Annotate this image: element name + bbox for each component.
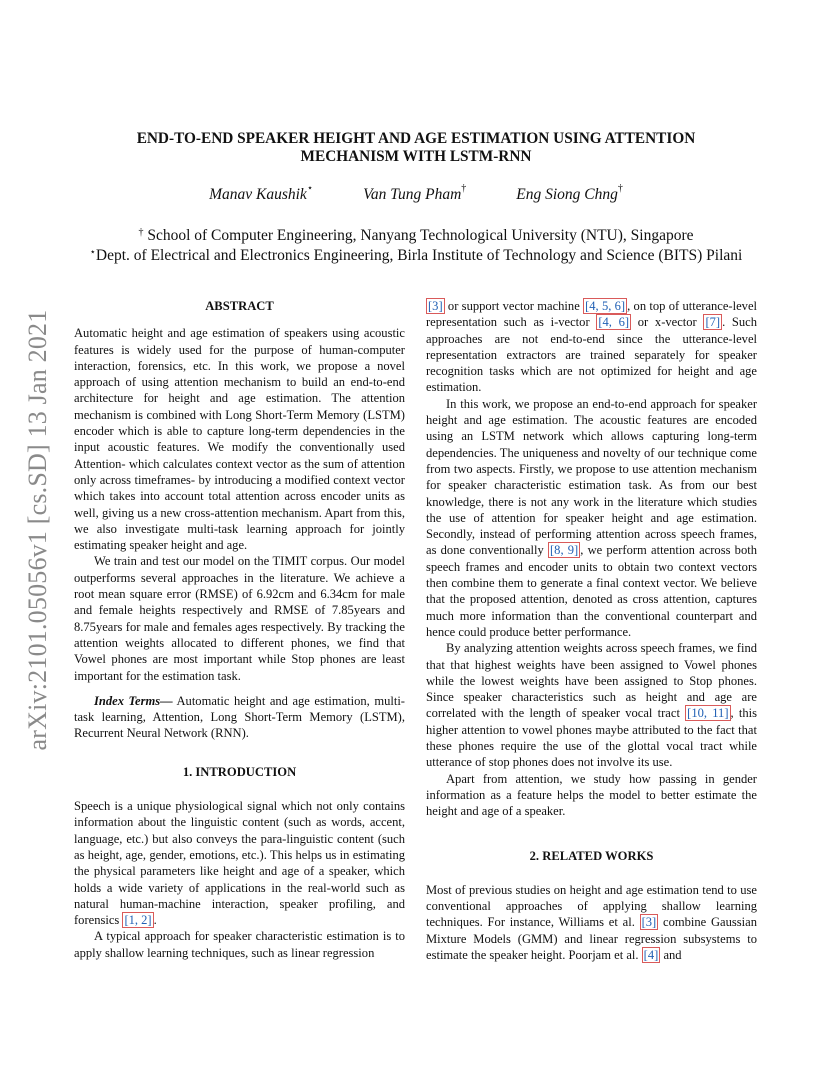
citation-link[interactable]: [3] — [428, 299, 443, 313]
citation-link[interactable]: [4, 5, 6] — [585, 299, 626, 313]
affiliations — [60, 226, 772, 266]
author: Van Tung Pham† — [363, 183, 467, 203]
arxiv-identifier: arXiv:2101.05056v1 [cs.SD] 13 Jan 2021 — [23, 309, 52, 751]
abstract-paragraph: We train and test our model on the TIMIT corpus. Our model outperforms several approaches in the literature. We achieve a root mean square error (RMSE) of 6.92cm and 6.34cm for male and female heights respectively and RMSE of 7.85years and 8.75years for male and females ages respectively. By tracking the attention weights allocated to different phones, we find that Vowel phones are most important while Stop phones are least important for the estimation task. — [74, 554, 405, 683]
intro-paragraph: Speech is a unique physiological signal which not only contains information about the linguistic content (such as words, accent, language, etc.) but also conveys the para-linguistic content (such as height, age, gender, emotions, etc.). This helps us in estimating the physical parameters like height and age of a speaker, which holds a wide variety of applications in the real-world such as natural human-machine interaction, speaker profiling, and forensics [1, 2] . — [74, 799, 405, 928]
body-paragraph: In this work, we propose an end-to-end approach for speaker height and age estimation. The acoustic features are encoded using an LSTM network which allows capturing long-term dependencies. The uniqueness and novelty of our technique come from two aspects. Firstly, we propose to use attention mechanism for speaker characteristic estimation task. As from our best knowledge, there is not any work in the literature which studies the use of attention for speaker height and age estimation. Secondly, instead of performing attention across speech frames, as done conventionally [8, 9] , we perform attention across both speech frames and encoder units to obtain two context vectors then combine them to generate a final context vector. We believe that the proposed attention, denoted as cross attention, captures much more information than the conventional counterpart and hence could produce better performance. — [426, 396, 757, 639]
citation-link[interactable]: [4, 6] — [598, 315, 630, 330]
body-paragraph: By analyzing attention weights across speech frames, we find that that highest weights have been assigned to Vowel phones while the lowest weights have been assigned to Stop phones. Since speaker characteristics such as height and age are correlated with the length of speaker vocal tract [10, 11] , this higher attention to vowel phones maybe attributed to the fact that these phones require the use of the glottal vocal tract while utterance of stop phones does not involve its use. — [426, 641, 758, 770]
arxiv-stamp — [18, 295, 58, 765]
author: Eng Siong Chng† — [516, 183, 623, 203]
body-paragraph: Most of previous studies on height and age estimation tend to use conventional approaches of applying shallow learning techniques. For instance, Williams et al. [3] combine Gaussian Mixture Models (GMM) and linear regression subsystems to estimate the speaker height. Poorjam et al. [4] and — [426, 882, 757, 962]
right-column — [426, 298, 757, 963]
affiliation-ntu: † School of Computer Engineering, Nanyang Technological University (NTU), Singapore — [138, 227, 694, 244]
citation-link[interactable]: [1, 2] — [124, 913, 152, 928]
abstract-heading: ABSTRACT — [205, 299, 274, 313]
left-column — [74, 298, 405, 961]
abstract-paragraph: Automatic height and age estimation of speakers using acoustic features is widely used for the purpose of human-computer interaction, forensics, etc. In this work, we propose a novel approach of using attention mechanism to build an end-to-end architecture for height and age estimation. The attention mechanism is combined with Long Short-Term Memory (LSTM) encoder which is able to capture long-term dependencies in the input acoustic features. We modify the conventionally used Attention- which calculates context vector as the sum of attention only across timeframes- by introducing a modified context vector which takes into account total attention across encoder units as well, giving us a new cross-attention mechanism. Apart from this, we also investigate multi-task learning approach for jointly estimating speaker height and age. — [74, 326, 405, 553]
citation-link[interactable]: [3] — [641, 915, 657, 930]
citation-link[interactable]: [4] — [643, 947, 659, 962]
index-terms: Index Terms— Automatic height and age estimation, multi-task learning, Attention, Long Short-Term Memory (LSTM), Recurrent Neural Network (RNN). — [74, 693, 405, 741]
citation-link[interactable]: [7] — [705, 315, 721, 330]
title-line-1: END-TO-END SPEAKER HEIGHT AND AGE ESTIMATION USING ATTENTION — [136, 130, 696, 147]
body-paragraph: [3] or support vector machine [4, 5, 6] , on top of utterance-level representation such as i-vector [4, 6] or x-vector [7] . Such approaches are not end-to-end since the utterance-level representation extractors are trained separately for speaker recognition tasks which are not optimized for height and age estimation. — [426, 299, 758, 395]
introduction-heading: 1. INTRODUCTION — [182, 764, 297, 779]
citation-link[interactable]: [10, 11] — [687, 706, 729, 721]
affiliation-bits: ⋆Dept. of Electrical and Electronics Engineering, Birla Institute of Technology and Science (BITS) Pilani — [89, 247, 743, 264]
citation-link[interactable]: [8, 9] — [550, 543, 579, 558]
body-paragraph: Apart from attention, we study how passing in gender information as a feature helps the model to better estimate the height and age of a speaker. — [426, 771, 757, 819]
author-list — [100, 183, 732, 204]
title-line-2: MECHANISM WITH LSTM-RNN — [300, 148, 532, 165]
author: Manav Kaushik⋆ — [209, 183, 314, 203]
paper-title — [100, 130, 732, 166]
related-works-heading: 2. RELATED WORKS — [529, 848, 654, 863]
intro-paragraph: A typical approach for speaker characteristic estimation is to apply shallow learning techniques, such as linear regression — [74, 929, 405, 960]
